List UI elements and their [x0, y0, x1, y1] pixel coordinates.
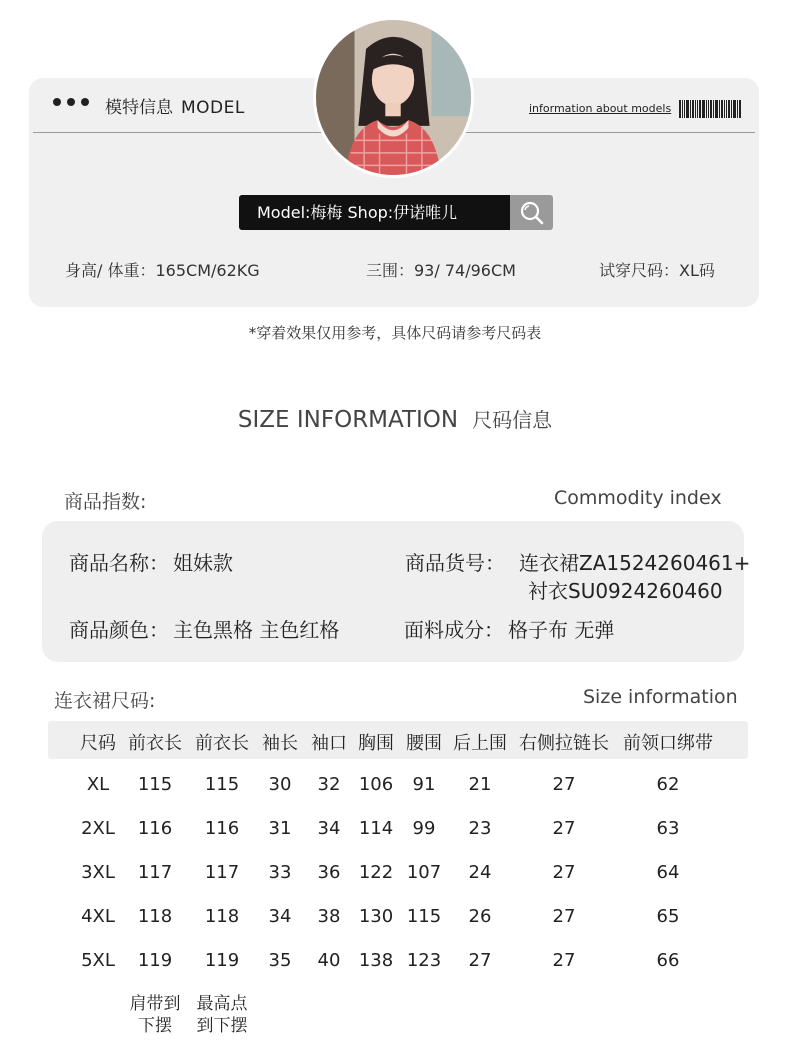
size-value-cell: 117 — [204, 862, 240, 883]
size-value-cell: 30 — [268, 774, 292, 795]
model-search-bar — [239, 195, 553, 230]
size-header-cell: 尺码 — [80, 733, 116, 754]
size-value-cell: 116 — [204, 818, 240, 839]
commodity-label-en: Commodity index — [554, 487, 722, 509]
size-value-cell: 107 — [406, 862, 442, 883]
dots-icon — [53, 98, 89, 106]
size-value-cell: 115 — [406, 906, 442, 927]
size-label-cell: 3XL — [81, 862, 115, 883]
size-value-cell: 31 — [268, 818, 292, 839]
size-value-cell: 38 — [317, 906, 341, 927]
measurement-note: 肩带到 下摆 — [129, 994, 181, 1036]
commodity-color — [69, 614, 339, 643]
size-value-cell: 116 — [137, 818, 173, 839]
size-header-cell: 袖口 — [311, 733, 347, 754]
size-value-cell: 123 — [406, 950, 442, 971]
product-no-label: 商品货号： — [405, 551, 505, 575]
size-title-en: SIZE INFORMATION — [237, 407, 459, 433]
size-value-cell: 27 — [552, 906, 576, 927]
size-value-cell: 118 — [204, 906, 240, 927]
size-value-cell: 122 — [358, 862, 394, 883]
size-value-cell: 24 — [468, 862, 492, 883]
size-value-cell: 118 — [137, 906, 173, 927]
size-header-cell: 腰围 — [406, 733, 442, 754]
model-avatar — [313, 17, 474, 178]
model-title-cn: 模特信息 — [105, 98, 173, 118]
size-value-cell: 27 — [468, 950, 492, 971]
size-header-cell: 胸围 — [358, 733, 394, 754]
commodity-color-value: 主色黑格 主色红格 — [173, 618, 340, 642]
size-value-cell: 91 — [412, 774, 436, 795]
size-value-cell: 115 — [204, 774, 240, 795]
commodity-name-value: 姐妹款 — [173, 551, 233, 575]
size-value-cell: 23 — [468, 818, 492, 839]
size-value-cell: 26 — [468, 906, 492, 927]
commodity-name — [69, 547, 233, 576]
size-header-cell: 前衣长 — [195, 733, 249, 754]
size-section-title — [0, 404, 790, 433]
size-value-cell: 138 — [358, 950, 394, 971]
size-label-cell: 4XL — [81, 906, 115, 927]
product-no-line2: 衬衣SU0924260460 — [528, 579, 723, 603]
size-value-cell: 27 — [552, 950, 576, 971]
size-value-cell: 64 — [656, 862, 680, 883]
size-table-header — [48, 721, 748, 759]
size-header-cell: 前领口绑带 — [623, 733, 713, 754]
size-label-cell: 5XL — [81, 950, 115, 971]
size-value-cell: 34 — [268, 906, 292, 927]
size-value-cell: 66 — [656, 950, 680, 971]
size-value-cell: 63 — [656, 818, 680, 839]
size-value-cell: 119 — [204, 950, 240, 971]
model-section-title — [105, 93, 245, 118]
dress-size-label-cn: 连衣裙尺码: — [54, 690, 156, 712]
size-header-cell: 袖长 — [262, 733, 298, 754]
size-label-cell: XL — [86, 774, 110, 795]
model-height-weight: 身高/ 体重：165CM/62KG — [65, 261, 260, 280]
size-value-cell: 27 — [552, 862, 576, 883]
commodity-product-no — [405, 547, 751, 603]
commodity-fabric — [404, 614, 614, 643]
size-value-cell: 34 — [317, 818, 341, 839]
product-no-line1: 连衣裙ZA1524260461+ — [519, 551, 751, 575]
size-title-cn: 尺码信息 — [472, 408, 553, 432]
commodity-label-cn: 商品指数: — [64, 491, 147, 513]
model-size-tried: 试穿尺码：XL码 — [599, 261, 715, 280]
size-value-cell: 27 — [552, 818, 576, 839]
size-value-cell: 65 — [656, 906, 680, 927]
size-value-cell: 32 — [317, 774, 341, 795]
model-measurements: 三围：93/ 74/96CM — [366, 261, 516, 280]
commodity-fabric-value: 格子布 无弹 — [508, 618, 615, 642]
size-value-cell: 40 — [317, 950, 341, 971]
size-value-cell: 36 — [317, 862, 341, 883]
size-value-cell: 119 — [137, 950, 173, 971]
size-header-cell: 前衣长 — [128, 733, 182, 754]
commodity-fabric-label: 面料成分： — [404, 618, 504, 642]
model-shop-text: Model:梅梅 Shop:伊诺唯儿 — [239, 195, 510, 230]
commodity-color-label: 商品颜色： — [69, 618, 169, 642]
size-disclaimer: *穿着效果仅用参考，具体尺码请参考尺码表 — [248, 324, 542, 342]
search-icon — [510, 195, 553, 230]
size-header-cell: 后上围 — [453, 733, 507, 754]
size-value-cell: 33 — [268, 862, 292, 883]
size-header-cell: 右侧拉链长 — [519, 733, 609, 754]
size-value-cell: 35 — [268, 950, 292, 971]
size-value-cell: 117 — [137, 862, 173, 883]
barcode-icon — [679, 100, 743, 118]
dress-size-label-en: Size information — [583, 686, 738, 708]
size-value-cell: 21 — [468, 774, 492, 795]
size-value-cell: 99 — [412, 818, 436, 839]
model-title-en: MODEL — [181, 98, 245, 118]
commodity-card — [42, 521, 751, 662]
size-value-cell: 62 — [656, 774, 680, 795]
size-value-cell: 114 — [358, 818, 394, 839]
size-value-cell: 130 — [358, 906, 394, 927]
model-info-en-label: information about models — [529, 102, 672, 115]
size-label-cell: 2XL — [81, 818, 115, 839]
commodity-name-label: 商品名称： — [69, 551, 169, 575]
size-value-cell: 115 — [137, 774, 173, 795]
measurement-note: 最高点 到下摆 — [196, 994, 248, 1036]
size-value-cell: 106 — [358, 774, 394, 795]
size-value-cell: 27 — [552, 774, 576, 795]
